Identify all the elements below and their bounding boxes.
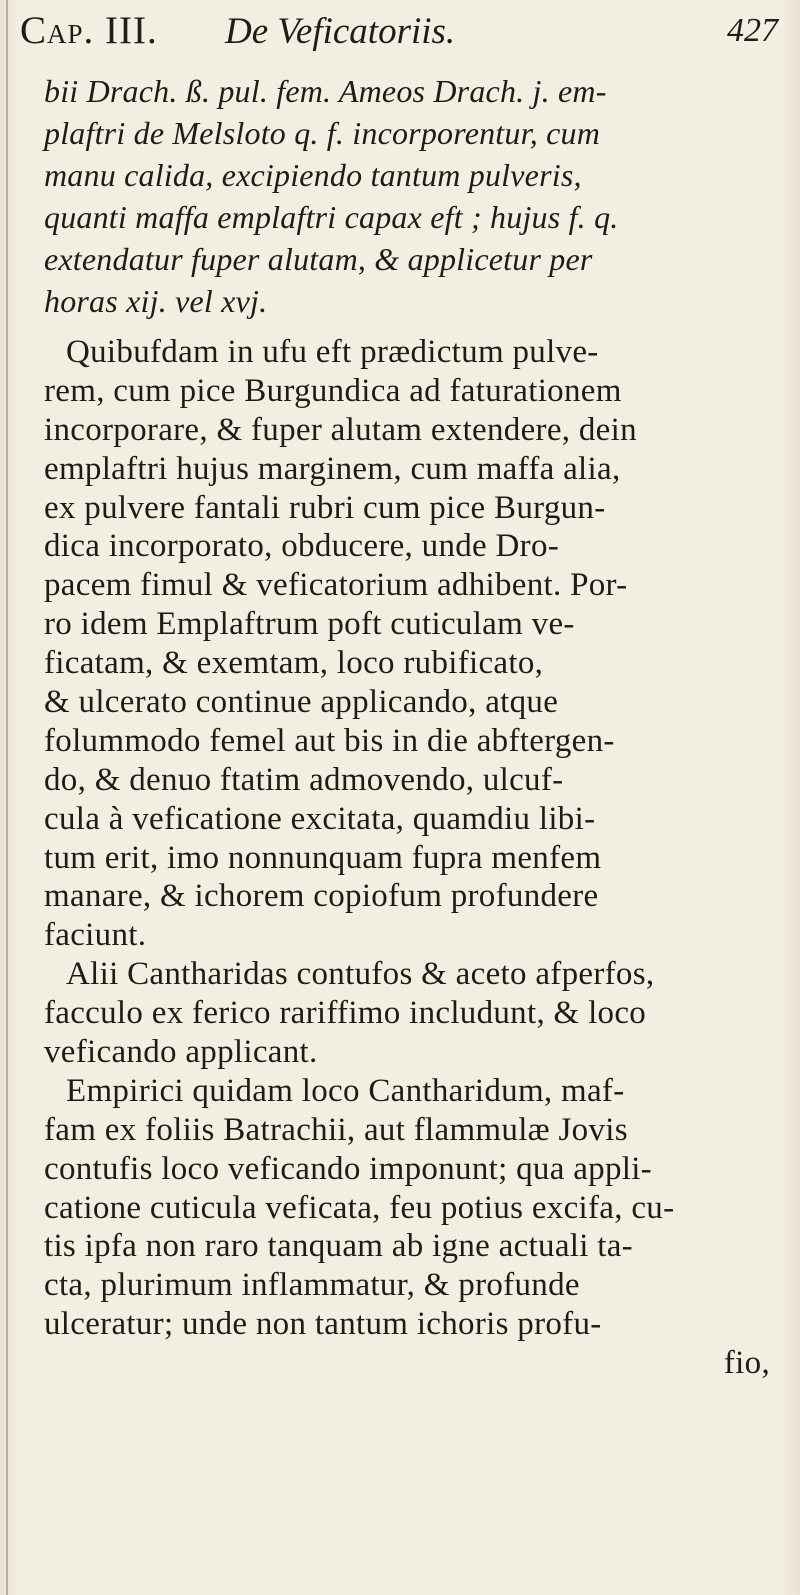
text-line: facculo ex ferico rariffimo includunt, & loco: [44, 995, 647, 1032]
body-text: [44, 333, 784, 1383]
text-line: Empirici quidam loco Cantharidum, maf-: [66, 1072, 625, 1109]
text-line: emplaftri hujus marginem, cum maffa alia,: [44, 450, 621, 487]
text-line: ex pulvere fantali rubri cum pice Burgun-: [44, 489, 606, 526]
text-line: extendatur fuper alutam, & applicetur per: [44, 241, 593, 277]
text-line: dica incorporato, obducere, unde Dro-: [44, 528, 560, 565]
text-line: ficatam, & exemtam, loco rubificato,: [44, 645, 544, 682]
text-line: plaftri de Melsloto q. f. incorporentur, cum: [44, 115, 601, 151]
text-line: faciunt.: [44, 917, 147, 954]
text-line: tum erit, imo nonnunquam fupra menfem: [44, 839, 602, 876]
text-line: manare, & ichorem copiofum profundere: [44, 878, 599, 915]
text-line: fam ex foliis Batrachii, aut flammulæ Jovis: [44, 1111, 628, 1148]
text-line: Quibufdam in ufu eft prædictum pulve-: [66, 334, 599, 370]
text-line: contufis loco veficando imponunt; qua appli-: [44, 1150, 652, 1187]
text-line: catione cuticula veficata, feu potius excifa, cu-: [44, 1189, 675, 1226]
page-edge-divider: [6, 0, 8, 1595]
text-line: cta, plurimum inflammatur, & profunde: [44, 1267, 580, 1304]
recipe-paragraph: [44, 70, 784, 322]
text-line: bii Drach. ß. pul. fem. Ameos Drach. j. em-: [44, 73, 607, 109]
running-header: [20, 8, 780, 68]
text-line: incorporare, & fuper alutam extendere, dein: [44, 411, 637, 448]
chapter-heading: Cap. III.: [20, 9, 158, 52]
text-line: Alii Cantharidas contufos & aceto afperfos,: [66, 956, 655, 993]
text-line: quanti maffa emplaftri capax eft ; hujus f. q.: [44, 199, 619, 235]
text-line: ro idem Emplaftrum poft cuticulam ve-: [44, 606, 575, 643]
catchword: fio,: [723, 1345, 770, 1382]
text-line: veficando applicant.: [44, 1034, 318, 1071]
running-title: De Veficatoriis.: [225, 11, 456, 52]
text-line: pacem fimul & veficatorium adhibent. Por-: [44, 567, 628, 604]
text-line: horas xij. vel xvj.: [44, 283, 268, 319]
text-line: do, & denuo ftatim admovendo, ulcuf-: [44, 761, 564, 798]
text-line: ulceratur; unde non tantum ichoris profu-: [44, 1306, 602, 1343]
page-number: 427: [727, 12, 778, 49]
text-line: rem, cum pice Burgundica ad faturationem: [44, 372, 622, 409]
text-line: manu calida, excipiendo tantum pulveris,: [44, 157, 582, 193]
text-line: tis ipfa non raro tanquam ab igne actuali ta-: [44, 1228, 633, 1265]
text-line: cula à veficatione excitata, quamdiu libi-: [44, 800, 596, 837]
text-line: & ulcerato continue applicando, atque: [44, 684, 559, 721]
text-line: folummodo femel aut bis in die abftergen-: [44, 722, 615, 759]
